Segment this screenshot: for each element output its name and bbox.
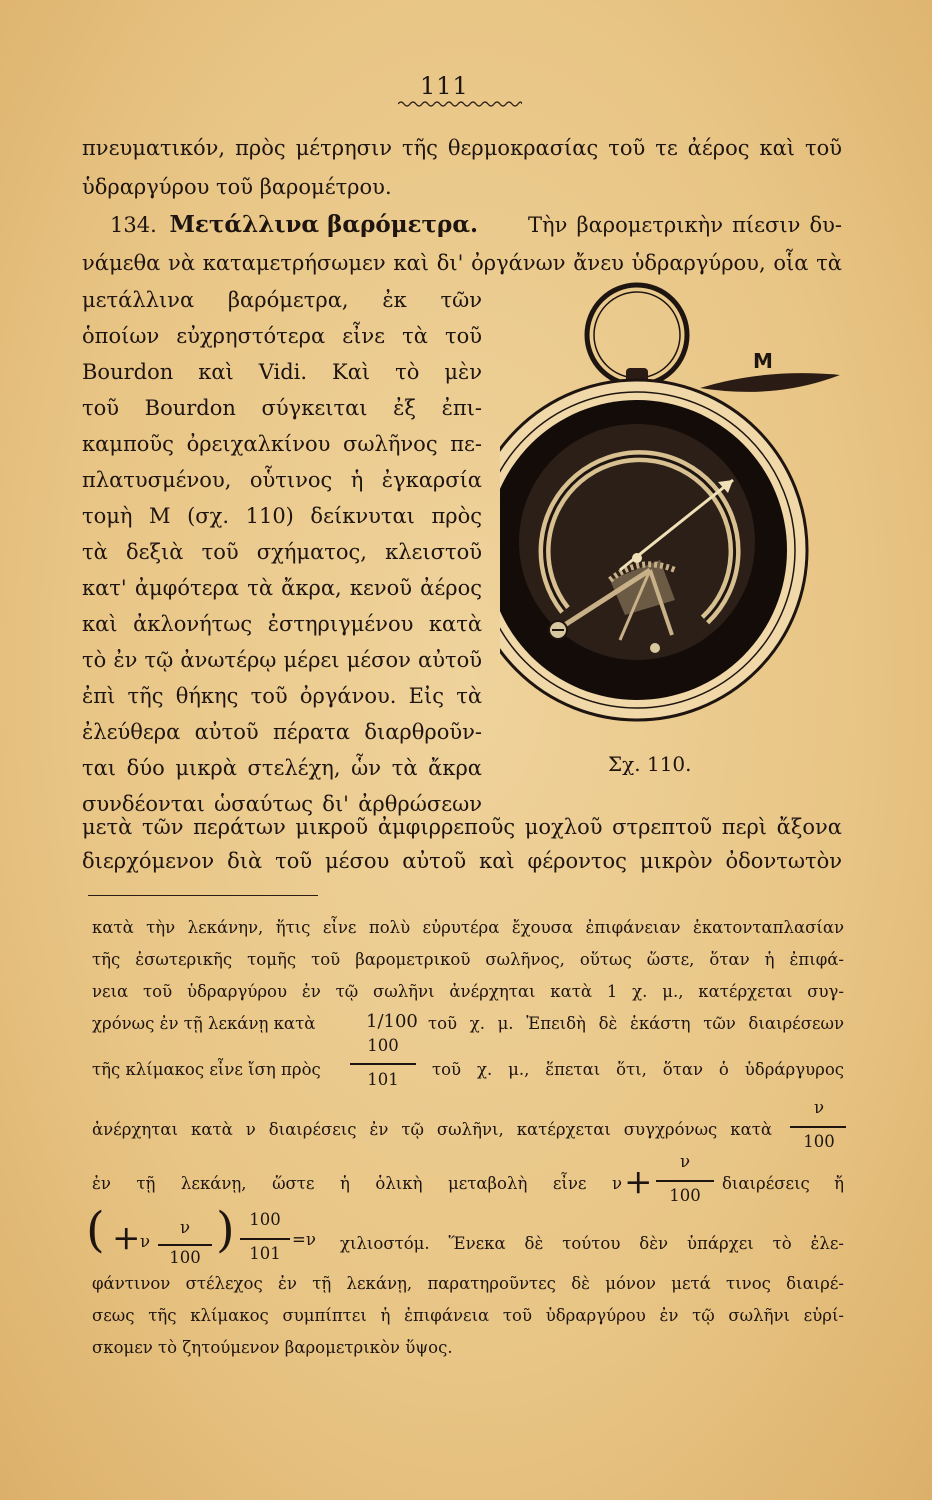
fraction-bar (350, 1063, 416, 1065)
footnote-line: τοῦ χ. μ. Ἐπειδὴ δὲ ἑκάστη τῶν διαιρέσεων (428, 1014, 844, 1033)
equals-nu: =ν (292, 1230, 316, 1249)
section-title: Μετάλλινα βαρόμετρα. (169, 211, 479, 238)
footnote-line: φάντινον στέλεχος ἐν τῇ λεκάνῃ, παρατηροῦντες δὲ μόνον μετά τινος διαιρέ- (92, 1274, 844, 1293)
figure-caption: Σχ. 110. (608, 752, 692, 776)
page-number: 111 (420, 72, 469, 100)
fraction-denominator: 100 (669, 1186, 701, 1205)
fraction-denominator: 100 (803, 1132, 835, 1151)
text-line: κατ' ἀμφότερα τὰ ἄκρα, κενοῦ ἀέρος (82, 576, 482, 600)
text-line: μετὰ τῶν περάτων μικροῦ ἀμφιρρεποῦς μοχλοῦ στρεπτοῦ περὶ ἄξονα (82, 815, 842, 839)
fraction-denominator: 101 (367, 1070, 399, 1089)
section-heading (110, 210, 478, 240)
fraction-numerator: ν (813, 1098, 825, 1117)
text-line: ἐπὶ τῆς θήκης τοῦ ὀργάνου. Εἰς τὰ (82, 684, 482, 708)
fraction-bar (790, 1126, 846, 1128)
nu-symbol: ν (140, 1232, 151, 1251)
page-number-ornament (398, 100, 522, 108)
footnote-rule (88, 895, 318, 896)
fraction-denominator: 101 (249, 1244, 281, 1263)
footnote-line: σκομεν τὸ ζητούμενον βαρομετρικὸν ὕψος. (92, 1338, 453, 1357)
fraction-numerator: ν (679, 1152, 691, 1171)
fraction-numerator: 100 (367, 1036, 399, 1055)
text-line: τὰ δεξιὰ τοῦ σχήματος, κλειστοῦ (82, 540, 482, 564)
barometer-figure (500, 280, 840, 740)
plus-sign: + (624, 1162, 653, 1202)
section-number: 134. (110, 213, 157, 237)
footnote-line: διαιρέσεις ἤ (722, 1174, 844, 1193)
text-line: ἐλεύθερα αὐτοῦ πέρατα διαρθροῦν- (82, 720, 482, 744)
fraction-bar (656, 1180, 714, 1182)
footnote-line: χρόνως ἐν τῇ λεκάνῃ κατὰ (92, 1014, 316, 1033)
text-line: καὶ ἀκλονήτως ἐστηριγμένου κατὰ (82, 612, 482, 636)
fraction-numerator: ν (179, 1218, 191, 1237)
footnote-line: τῆς κλίμακος εἶνε ἴση πρὸς (92, 1060, 321, 1079)
footnote-line: σεως τῆς κλίμακος συμπίπτει ἡ ἐπιφάνεια τοῦ ὑδραργύρου ἐν τῷ σωλῆνι εὑρί- (92, 1306, 844, 1325)
footnote-line: ἐν τῇ λεκάνῃ, ὥστε ἡ ὁλικὴ μεταβολὴ εἶνε ν (92, 1174, 622, 1193)
footnote-line: νεια τοῦ ὑδραργύρου ἐν τῷ σωλῆνι ἀνέρχηται κατὰ 1 χ. μ., κατέρχεται συγ- (92, 982, 844, 1001)
figure-label: Μ (753, 349, 773, 373)
fraction-bar (240, 1238, 290, 1240)
text-line: ται δύο μικρὰ στελέχη, ὧν τὰ ἄκρα (82, 756, 482, 780)
text-line: τὸ ἐν τῷ ἀνωτέρῳ μέρει μέσον αὐτοῦ (82, 648, 482, 672)
text-line: Bourdon καὶ Vidi. Καὶ τὸ μὲν (82, 360, 482, 384)
text-line: Τὴν βαρομετρικὴν πίεσιν δυ- (528, 213, 842, 237)
text-line: τοῦ Bourdon σύγκειται ἐξ ἐπι- (82, 396, 482, 420)
inline-fraction: 1/100 (366, 1011, 418, 1032)
footnote-line: ἀνέρχηται κατὰ ν διαιρέσεις ἐν τῷ σωλῆνι, κατέρχεται συγχρόνως κατὰ (92, 1120, 772, 1139)
footnote-line: τῆς ἐσωτερικῆς τομῆς τοῦ βαρομετρικοῦ σωλῆνος, οὕτως ὥστε, ὅταν ἡ ἐπιφά- (92, 950, 844, 969)
text-line: τομὴ Μ (σχ. 110) δείκνυται πρὸς (82, 504, 482, 528)
text-line: ὑδραργύρου τοῦ βαρομέτρου. (82, 175, 392, 199)
fraction-denominator: 100 (169, 1248, 201, 1267)
plus-sign: + (112, 1218, 141, 1258)
text-line: πνευματικόν, πρὸς μέτρησιν τῆς θερμοκρασίας τοῦ τε ἀέρος καὶ τοῦ (82, 136, 842, 160)
footnote-line: χιλιοστόμ. Ἕνεκα δὲ τούτου δὲν ὑπάρχει τὸ ἐλε- (340, 1234, 844, 1253)
footnote-line: τοῦ χ. μ., ἕπεται ὅτι, ὅταν ὁ ὑδράργυρος (432, 1060, 844, 1079)
text-line: καμποῦς ὀρειχαλκίνου σωλῆνος πε- (82, 432, 482, 456)
text-line: νάμεθα νὰ καταμετρήσωμεν καὶ δι' ὀργάνων ἄνευ ὑδραργύρου, οἷα τὰ (82, 251, 842, 275)
fraction-numerator: 100 (249, 1210, 281, 1229)
text-line: συνδέονται ὡσαύτως δι' ἀρθρώσεων (82, 792, 482, 816)
fraction-bar (158, 1244, 212, 1246)
text-line: μετάλλινα βαρόμετρα, ἐκ τῶν (82, 288, 482, 312)
text-line: πλατυσμένου, οὗτινος ἡ ἐγκαρσία (82, 468, 482, 492)
footnote-line: κατὰ τὴν λεκάνην, ἥτις εἶνε πολὺ εὐρυτέρα ἔχουσα ἐπιφάνειαν ἑκατονταπλασίαν (92, 918, 844, 937)
open-paren: ( (86, 1202, 105, 1258)
close-paren: ) (216, 1202, 235, 1258)
text-line: ὁποίων εὐχρηστότερα εἶνε τὰ τοῦ (82, 324, 482, 348)
text-line: διερχόμενον διὰ τοῦ μέσου αὐτοῦ καὶ φέροντος μικρὸν ὀδοντωτὸν (82, 849, 842, 873)
